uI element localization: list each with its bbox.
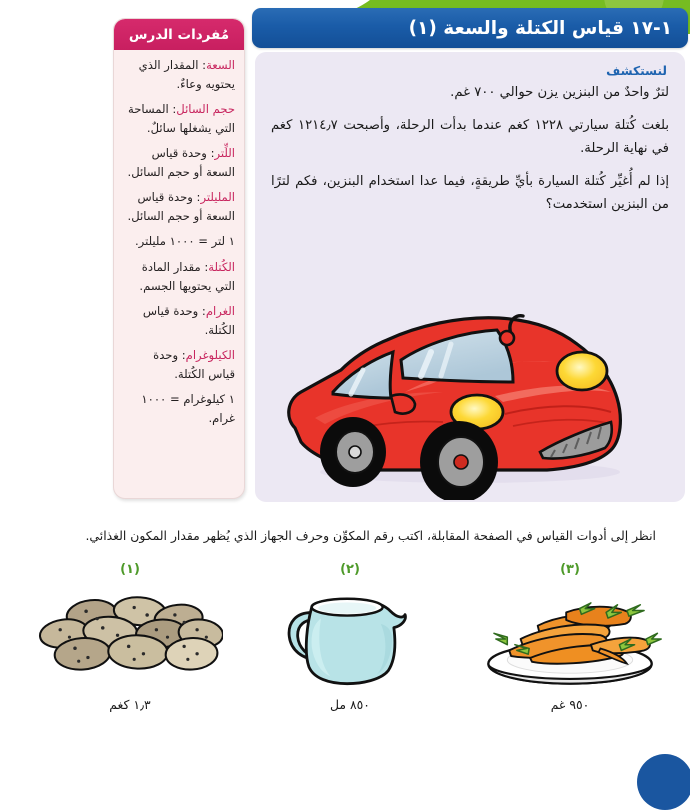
vocabulary-term: الغرام	[205, 304, 235, 319]
vocabulary-term: حجم السائل	[176, 102, 235, 117]
vocabulary-definition: : مقدار المادة التي يحتويها الجسم.	[139, 260, 235, 293]
jug-icon	[280, 585, 420, 689]
vocabulary-conversion-note: ١ كيلوغرام = ١٠٠٠ غرام.	[141, 392, 235, 425]
activity-instruction: انظر إلى أدوات القياس في الصفحة المقابلة، اكتب رقم المكوِّن وحرف الجهاز الذي يُظهر مقدار المكون الغذائي.	[85, 528, 656, 543]
milk-jug-illustration	[240, 581, 460, 689]
vocabulary-term: المليلتر	[200, 190, 235, 205]
item-number: (٣)	[560, 562, 580, 577]
page-number-badge	[637, 754, 690, 810]
vocabulary-definition: : المقدار الذي يحتويه وعاءٌ.	[138, 58, 235, 91]
potatoes-icon	[38, 589, 223, 689]
vocabulary-definition: : وحدة قياس الكُتلة.	[153, 348, 235, 381]
red-car-illustration	[255, 300, 685, 500]
activity-item	[240, 562, 460, 742]
vocabulary-term: الكيلوغرام	[185, 348, 235, 363]
vocabulary-entry	[123, 346, 235, 384]
vocabulary-entry	[123, 144, 235, 182]
vocabulary-heading: مُفردات الدرس	[128, 26, 230, 43]
vocabulary-entry	[123, 302, 235, 340]
vocabulary-term: السعة	[206, 58, 235, 72]
vocabulary-definition: : المساحة التي يشغلها سائلٌ.	[127, 102, 235, 135]
item-label: ١٫٣ كغم	[109, 697, 151, 712]
explore-paragraph-2: إذا لم أُغيِّر كُتلة السيارة بأيِّ طريقةٍ، فيما عدا استخدام البنزين، فكم لترًا من البنزين استخدمت؟	[271, 173, 669, 213]
vocabulary-entry	[123, 188, 235, 226]
lesson-title-bar	[252, 8, 688, 48]
potatoes-pile-illustration	[20, 581, 240, 689]
vocabulary-conversion-note: ١ لتر = ١٠٠٠ مليلتر.	[134, 234, 235, 249]
vocabulary-entry	[123, 56, 235, 94]
vocabulary-entry	[123, 258, 235, 296]
carrots-icon	[475, 589, 665, 689]
page-title: ١-١٧ قياس الكتلة والسعة (١)	[408, 17, 672, 39]
item-label: ٨٥٠ مل	[330, 697, 370, 712]
vocabulary-header	[114, 19, 244, 50]
red-car-icon	[255, 300, 685, 500]
explore-line-1: لترٌ واحدٌ من البنزين يزن حوالي ٧٠٠ غم.	[450, 85, 669, 100]
explore-heading: لنستكشف	[606, 64, 667, 78]
vocabulary-term: اللِّتر	[214, 146, 235, 161]
explore-paragraph-1: بلغت كُتلة سيارتي ١٢٢٨ كغم عندما بدأت الرحلة، وأصبحت ١٢١٤٫٧ كغم في نهاية الرحلة.	[271, 117, 669, 157]
explore-panel	[255, 52, 685, 502]
item-label: ٩٥٠ غم	[550, 697, 590, 712]
vocabulary-term: الكُتلة	[208, 260, 235, 275]
vocabulary-list	[114, 50, 244, 439]
activity-items-row	[20, 562, 680, 742]
vocabulary-definition: : وحدة قياس السعة أو حجم السائل.	[127, 146, 235, 179]
activity-item	[20, 562, 240, 742]
item-number: (٢)	[340, 562, 360, 577]
vocabulary-sidebar	[113, 18, 245, 499]
carrots-on-plate-illustration	[460, 581, 680, 689]
vocabulary-definition: : وحدة قياس الكُتلة.	[142, 304, 235, 337]
item-number: (١)	[120, 562, 140, 577]
vocabulary-definition: : وحدة قياس السعة أو حجم السائل.	[127, 190, 235, 223]
activity-item	[460, 562, 680, 742]
vocabulary-entry	[123, 100, 235, 138]
